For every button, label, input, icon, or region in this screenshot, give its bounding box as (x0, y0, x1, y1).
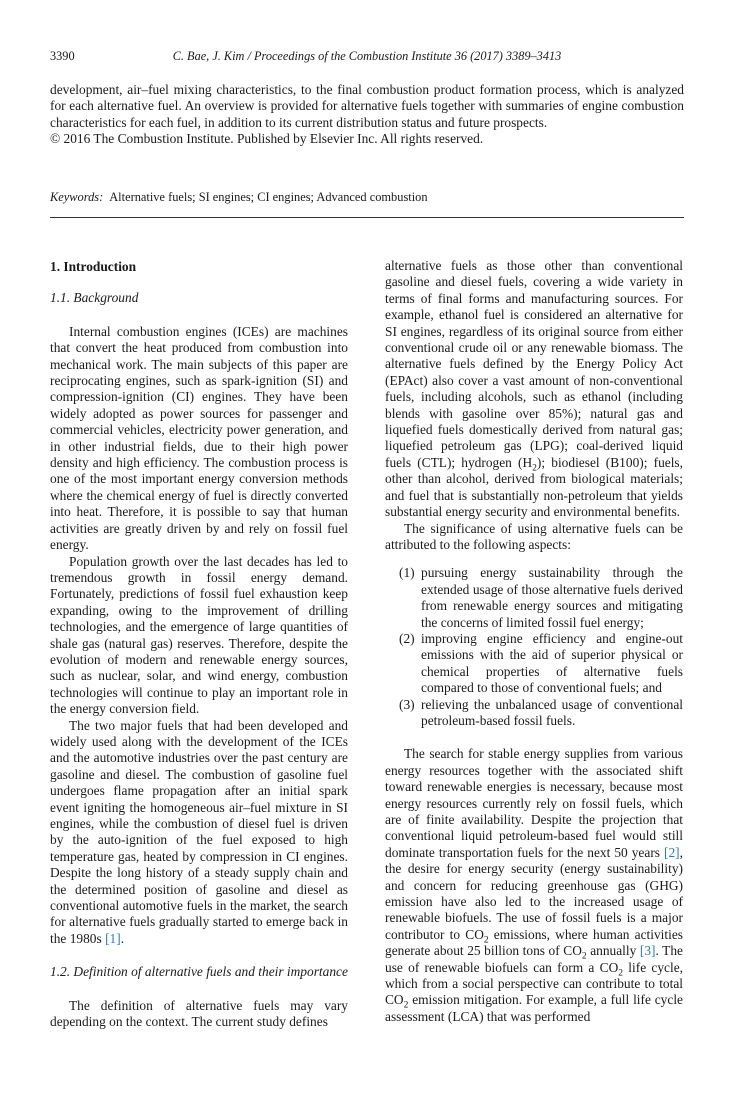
abstract-text: development, air–fuel mixing characteristics, to the final combustion product formation process, which is analyzed for each alternative fuel. An overview is provided for alternative fuels together with summaries of engine combustion characteristics for each fuel, in addition to its current distribution status and future prospects. (50, 82, 684, 130)
left-column (50, 259, 348, 1030)
subsection-title-background: 1.1. Background (50, 290, 139, 306)
paragraph: alternative fuels as those other than conventional gasoline and diesel fuels, covering a wide variety in terms of final forms and manufacturing sources. For example, ethanol fuel is considered an alternative for SI engines, regardless of its original source from either conventional crude oil or any renewable biomass. The alternative fuels defined by the Energy Policy Act (EPAct) also cover a vast amount of non-conventional fuels, including alcohols, such as ethanol (including blends with gasoline over 85%); natural gas and liquefied fuels domestically derived from natural gas; liquefied petroleum gas (LPG); coal-derived liquid fuels (CTL); hydrogen $(H_2)$; biodiesel (B100); fuels, other than alcohol, derived from biological materials; and fuel that is substantially non-petroleum that yields substantial energy security and environmental benefits. (385, 258, 683, 520)
paragraph: The significance of using alternative fuels can be attributed to the following aspects: (385, 520, 683, 552)
citation-link[interactable]: [3] (639, 943, 656, 959)
citation-link[interactable]: [2] (664, 844, 680, 860)
paragraph: The definition of alternative fuels may vary depending on the context. The current study defines (50, 997, 348, 1030)
list-item: (2) improving engine efficiency and engine-out emissions with the aid of superior physical or chemical properties of alternative fuels compared to those of conventional fuels; and (399, 630, 683, 696)
list-item: (1) pursuing energy sustainability through the extended usage of those alternative fuels derived from renewable energy sources and mitigating the concerns of limited fossil fuel energy; (399, 565, 683, 630)
copyright-notice: © 2016 The Combustion Institute. Published by Elsevier Inc. All rights reserved. (50, 131, 484, 147)
running-title: C. Bae, J. Kim / Proceedings of the Combustion Institute 36 (2017) 3389–3413 (172, 49, 562, 63)
section-title-introduction: 1. Introduction (50, 259, 137, 274)
keywords (50, 189, 684, 205)
page-number: 3390 (50, 49, 75, 63)
section-divider (50, 217, 684, 218)
citation-link[interactable]: [1] (105, 930, 121, 946)
abstract-tail (50, 82, 684, 148)
right-column (385, 258, 683, 1025)
paragraph: Internal combustion engines (ICEs) are machines that convert the heat produced from combustion into mechanical work. The main subjects of this paper are reciprocating engines, such as spark-ignition (SI) and compression-ignition (CI) engines. They have been widely adopted as power sources for passenger and commercial vehicles, electricity power generation, and in other industrial fields, due to their high power density and high efficiency. The combustion process is one of the most important energy conversion methods where the chemical energy of fuel is directly converted into heat. Therefore, it is possible to say that human activities are greatly driven by and rely on fossil fuel energy. (50, 323, 348, 553)
paragraph: The two major fuels that had been developed and widely used along with the development of the ICEs and the automotive industries over the past century are gasoline and diesel. The combustion of gasoline fuel undergoes flame propagation after an initial spark event igniting the homogeneous air–fuel mixture in SI engines, while the combustion of diesel fuel is driven by the auto-ignition of the fuel exposed to high temperature gas, heated by compression in CI engines. Despite the long history of a steady supply chain and the determined position of gasoline and diesel as conventional automotive fuels in the market, the search for alternative fuels gradually started to emerge back in the 1980s [1]. (50, 717, 348, 946)
page-header (50, 49, 684, 65)
paragraph: The search for stable energy supplies from various energy resources together with the associated shift toward renewable energies is necessary, because most energy resources currently rely on fossil fuels, which are of finite availability. Despite the projection that conventional liquid petroleum-based fuel would still dominate transportation fuels for the next 50 years [2], the desire for energy security (energy sustainability) and concern for reducing greenhouse gas (GHG) emission have also led to the increased usage of renewable biofuels. The use of fossil fuels is a major contributor to $CO_2$ emissions, where human activities generate about 25 billion tons of $CO_2$ annually [3]. The use of renewable biofuels can form a $CO_2$ life cycle, which from a social perspective can contribute to total $CO_2$ emission mitigation. For example, a full life cycle assessment (LCA) that was performed (385, 746, 684, 1024)
paragraph: Population growth over the last decades has led to tremendous growth in fossil energy demand. Fortunately, predictions of fossil fuel exhaustion keep expanding, owing to the improvement of drilling technologies, and the emergence of large quantities of shale gas (natural gas) reserves. Therefore, despite the evolution of modern and renewable energy sources, such as nuclear, solar, and wind energy, combustion technologies will continue to play an important role in the energy conversion field. (50, 553, 348, 717)
keywords-label: Keywords: (50, 190, 104, 204)
keywords-text: Alternative fuels; SI engines; CI engines; Advanced combustion (109, 190, 428, 204)
aspects-list (385, 565, 683, 729)
list-item: (3) relieving the unbalanced usage of conventional petroleum-based fossil fuels. (399, 696, 683, 728)
subsection-title-definition: 1.2. Definition of alternative fuels and their importance (50, 964, 348, 980)
